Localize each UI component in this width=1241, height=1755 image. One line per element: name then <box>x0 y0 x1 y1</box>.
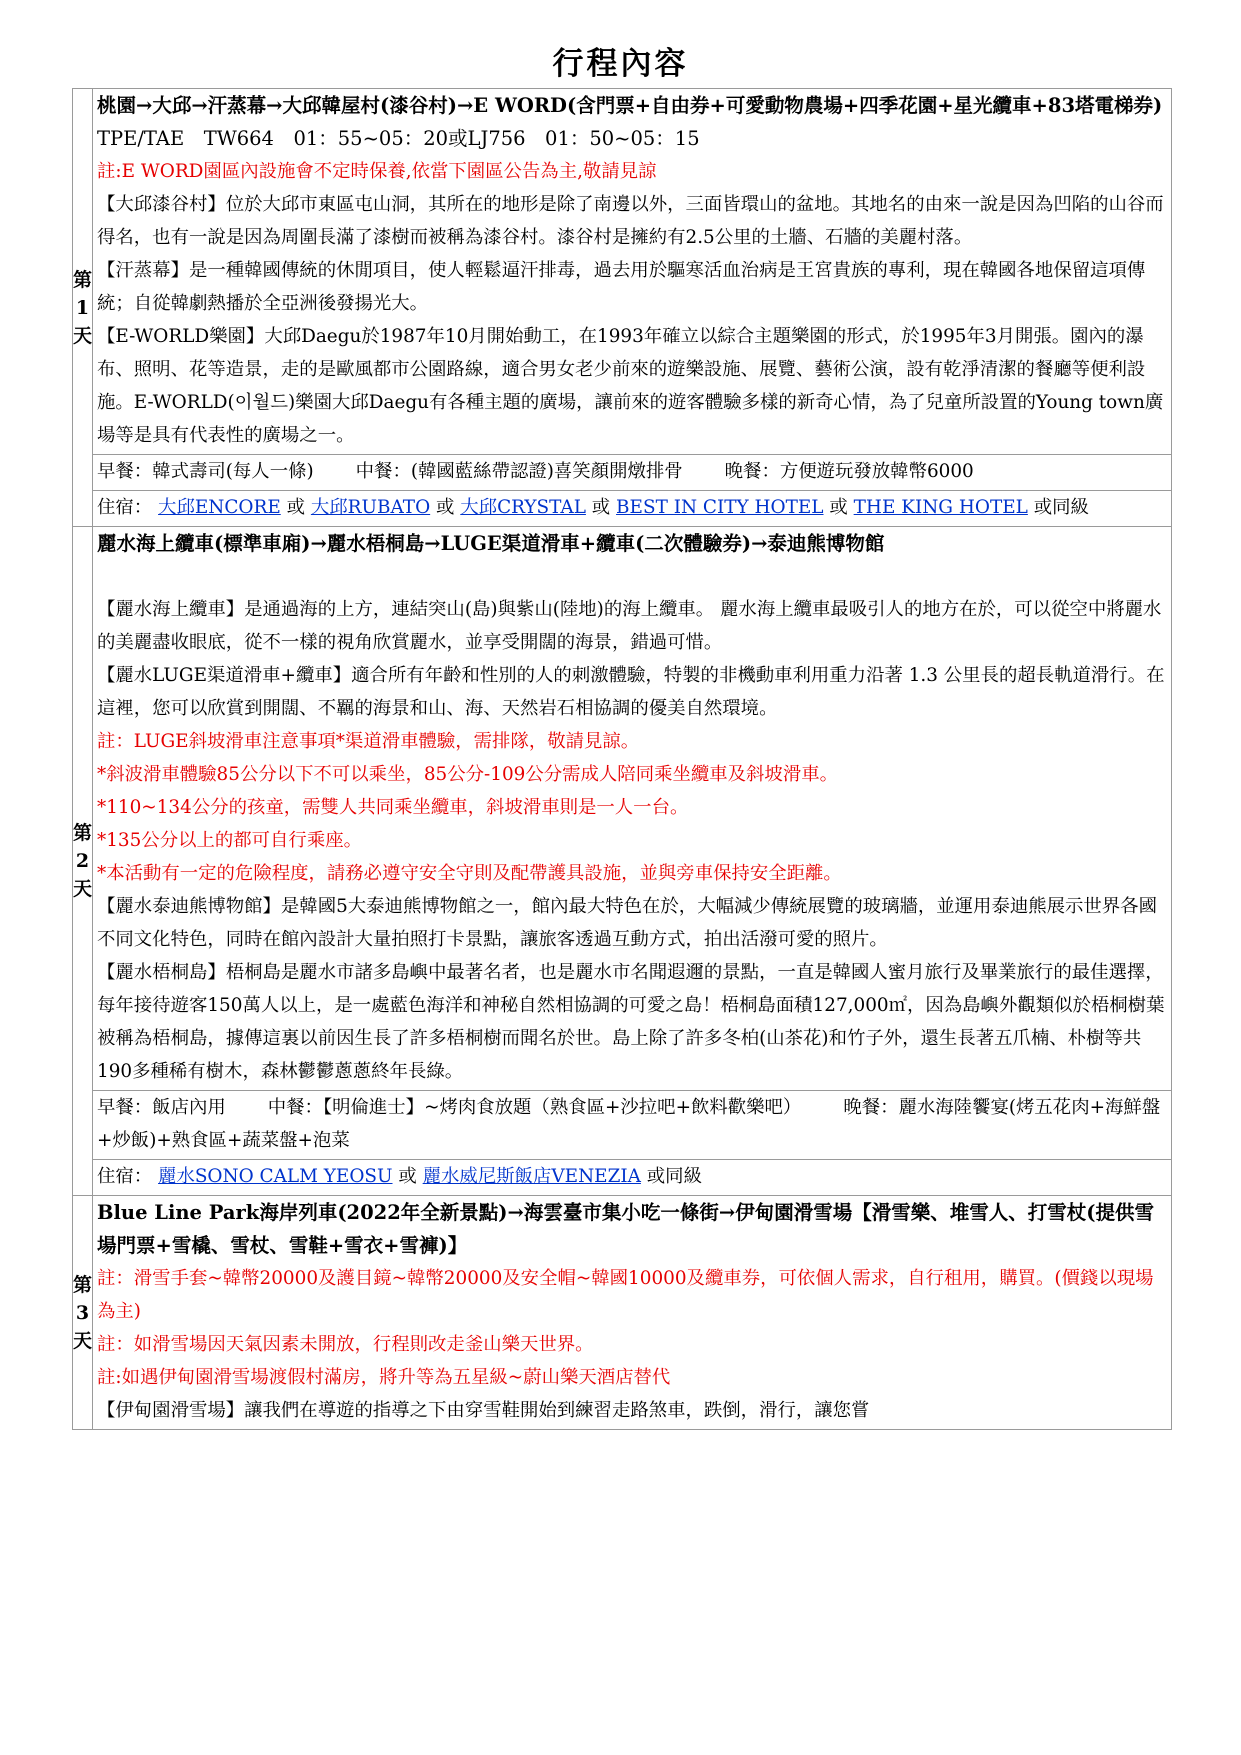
itinerary-table <box>72 88 1172 1430</box>
day-1-flight: TPE/TAE TW664 01：55~05：20或LJ756 01：50~05：15 <box>97 127 700 150</box>
hotel-label: 住宿： <box>97 497 153 518</box>
dinner: 晚餐：方便遊玩發放韓幣6000 <box>724 461 974 482</box>
page-title: 行程內容 <box>552 46 689 82</box>
hotel-link[interactable]: BEST IN CITY HOTEL <box>616 497 824 518</box>
hotel-suffix: 或同級 <box>1033 497 1089 518</box>
day-label-number: 1 <box>75 296 90 319</box>
day-label-prefix: 第 <box>73 268 93 291</box>
day-2-label <box>73 527 93 1196</box>
day-1-meals <box>93 455 1172 491</box>
day-3-content <box>93 1196 1172 1430</box>
day-2-note: *135公分以上的都可自行乘座。 <box>97 830 362 851</box>
day-3-route: Blue Line Park海岸列車(2022年全新景點)→海雲臺市集小吃一條街→伊甸園滑雪場【滑雪樂、堆雪人、打雪杖(提供雪場門票+雪橇、雪杖、雪鞋+雪衣+雪褲)】 <box>97 1201 1154 1257</box>
day-2-attraction-desc: 【麗水泰迪熊博物館】是韓國5大泰迪熊博物館之一，館內最大特色在於，大幅減少傳統展覽的玻璃牆，並運用泰迪熊展示世界各國不同文化特色，同時在館內設計大量拍照打卡景點，讓旅客透過互動方式，拍出活潑可愛的照片。 <box>97 896 1157 950</box>
day-2-attraction-desc: 【麗水LUGE渠道滑車+纜車】適合所有年齡和性別的人的刺激體驗，特製的非機動車利用重力沿著 1.3 公里長的超長軌道滑行。在這裡，您可以欣賞到開闊、不羈的海景和山、海、天然岩石相協調的優美自然環境。 <box>97 665 1165 719</box>
day-1-route: 桃園→大邱→汗蒸幕→大邱韓屋村(漆谷村)→E WORD(含門票+自由券+可愛動物農場+四季花園+星光纜車+83塔電梯券) TPE/TAE TW664 01：55~05：20或LJ756 01：50~05：15 <box>97 94 1163 150</box>
day-1-hotel-row <box>73 491 1172 527</box>
hotel-joiner: 或 <box>829 497 848 518</box>
day-2-main-row <box>73 527 1172 1091</box>
hotel-joiner: 或 <box>591 497 611 518</box>
day-label-suffix: 天 <box>73 324 93 347</box>
hotel-joiner: 或 <box>286 497 306 518</box>
lunch: 中餐：【明倫進士】~烤肉食放題（熟食區+沙拉吧+飲料歡樂吧） <box>267 1097 802 1118</box>
day-2-note: 註：LUGE斜坡滑車注意事項*渠道滑車體驗，需排隊，敬請見諒。 <box>97 731 640 752</box>
day-1-meals-row <box>73 455 1172 491</box>
hotel-joiner: 或 <box>398 1166 417 1187</box>
day-2-note: *110~134公分的孩童，需雙人共同乘坐纜車，斜坡滑車則是一人一台。 <box>97 797 689 818</box>
day-2-note: *本活動有一定的危險程度，請務必遵守安全守則及配帶護具設施，並與旁車保持安全距離。 <box>97 863 842 884</box>
day-2-content <box>93 527 1172 1091</box>
day-label-suffix: 天 <box>73 878 93 900</box>
day-1-hotel <box>93 491 1172 527</box>
day-label-suffix: 天 <box>73 1329 93 1352</box>
hotel-link[interactable]: 大邱CRYSTAL <box>460 497 586 518</box>
hotel-label: 住宿： <box>97 1166 153 1187</box>
day-3-main-row <box>73 1196 1172 1430</box>
day-1-content <box>93 89 1172 455</box>
day-2-note: *斜波滑車體驗85公分以下不可以乘坐，85公分-109公分需成人陪同乘坐纜車及斜坡滑車。 <box>97 764 838 785</box>
dinner: 晚餐：麗水海陸饗宴(烤五花肉+海鮮盤+炒飯)+熟食區+蔬菜盤+泡菜 <box>97 1097 1161 1151</box>
day-2-attraction-desc: 【麗水梧桐島】梧桐島是麗水市諸多島嶼中最著名者，也是麗水市名聞遐邇的景點，一直是韓國人蜜月旅行及畢業旅行的最佳選擇，每年接待遊客150萬人以上，是一處藍色海洋和神秘自然相協調的可愛之島！梧桐島面積127,000㎡，因為島嶼外觀類似於梧桐樹葉被稱為梧桐島，據傳這裏以前因生長了許多梧桐樹而聞名於世。島上除了許多冬柏(山茶花)和竹子外，還生長著五爪楠、朴樹等共190多種稀有樹木，森林鬱鬱蔥蔥終年長綠。 <box>97 962 1165 1082</box>
day-2-route: 麗水海上纜車(標準車廂)→麗水梧桐島→LUGE渠道滑車+纜車(二次體驗券)→泰迪熊博物館 <box>97 532 885 555</box>
day-2-meals <box>93 1091 1172 1160</box>
day-2-hotel-row <box>73 1160 1172 1196</box>
day-label-prefix: 第 <box>73 822 93 844</box>
hotel-link[interactable]: 麗水SONO CALM YEOSU <box>158 1166 393 1187</box>
hotel-link[interactable]: 大邱RUBATO <box>310 497 431 518</box>
day-1-main-row <box>73 89 1172 455</box>
day-2-meals-row <box>73 1091 1172 1160</box>
day-3-note: 註:如遇伊甸園滑雪場渡假村滿房，將升等為五星級~蔚山樂天酒店替代 <box>97 1367 671 1388</box>
day-label-number: 2 <box>75 850 90 872</box>
day-1-attraction-desc: 【大邱漆谷村】位於大邱市東區屯山洞，其所在的地形是除了南邊以外，三面皆環山的盆地。其地名的由來一說是因為凹陷的山谷而得名，也有一說是因為周圍長滿了漆樹而被稱為漆谷村。漆谷村是擁約有2.5公里的土牆、石牆的美麗村落。 <box>97 194 1164 248</box>
hotel-link[interactable]: 大邱ENCORE <box>158 497 281 518</box>
hotel-link[interactable]: THE KING HOTEL <box>853 497 1028 518</box>
day-3-attraction-desc: 【伊甸園滑雪場】讓我們在導遊的指導之下由穿雪鞋開始到練習走路煞車，跌倒，滑行，讓您嘗 <box>97 1400 870 1421</box>
day-3-note: 註：滑雪手套~韓幣20000及護目鏡~韓幣20000及安全帽~韓國10000及纜車券，可依個人需求，自行租用，購買。(價錢以現場為主) <box>97 1268 1154 1322</box>
lunch: 中餐：(韓國藍絲帶認證)喜笑顏開燉排骨 <box>355 461 683 482</box>
hotel-link[interactable]: 麗水威尼斯飯店VENEZIA <box>422 1166 641 1187</box>
breakfast: 早餐：飯店內用 <box>97 1097 226 1118</box>
day-1-attraction-desc: 【汗蒸幕】是一種韓國傳統的休閒項目，使人輕鬆逼汗排毒，過去用於驅寒活血治病是王宮貴族的專利，現在韓國各地保留這項傳統；自從韓劇熱播於全亞洲後發揚光大。 <box>97 260 1146 314</box>
hotel-joiner: 或 <box>436 497 455 518</box>
day-1-note: 註:E WORD園區內設施會不定時保養,依當下園區公告為主,敬請見諒 <box>97 161 657 182</box>
day-label-prefix: 第 <box>73 1273 93 1296</box>
day-1-attraction-desc: 【E-WORLD樂園】大邱Daegu於1987年10月開始動工，在1993年確立以綜合主題樂園的形式，於1995年3月開張。園內的瀑布、照明、花等造景，走的是歐風都市公園路線，適合男女老少前來的遊樂設施、展覽、藝術公演，設有乾淨清潔的餐廳等便利設施。E-WORLD(이월드)樂園大邱Daegu有各種主題的廣場，讓前來的遊客體驗多樣的新奇心情，為了兒童所設置的Young town廣場等是具有代表性的廣場之一。 <box>97 326 1164 446</box>
day-3-note: 註：如滑雪場因天氣因素未開放，行程則改走釜山樂天世界。 <box>97 1334 594 1355</box>
breakfast: 早餐：韓式壽司(每人一條) <box>97 461 314 482</box>
day-2-hotel <box>93 1160 1172 1196</box>
day-1-label <box>73 89 93 527</box>
day-2-attraction-desc: 【麗水海上纜車】是通過海的上方，連結突山(島)與紫山(陸地)的海上纜車。 麗水海上纜車最吸引人的地方在於，可以從空中將麗水的美麗盡收眼底，從不一樣的視角欣賞麗水，並享受開闊的海景，錯過可惜。 <box>97 599 1162 653</box>
day-3-label <box>73 1196 93 1430</box>
hotel-suffix: 或同級 <box>646 1166 702 1187</box>
day-label-number: 3 <box>75 1301 90 1324</box>
